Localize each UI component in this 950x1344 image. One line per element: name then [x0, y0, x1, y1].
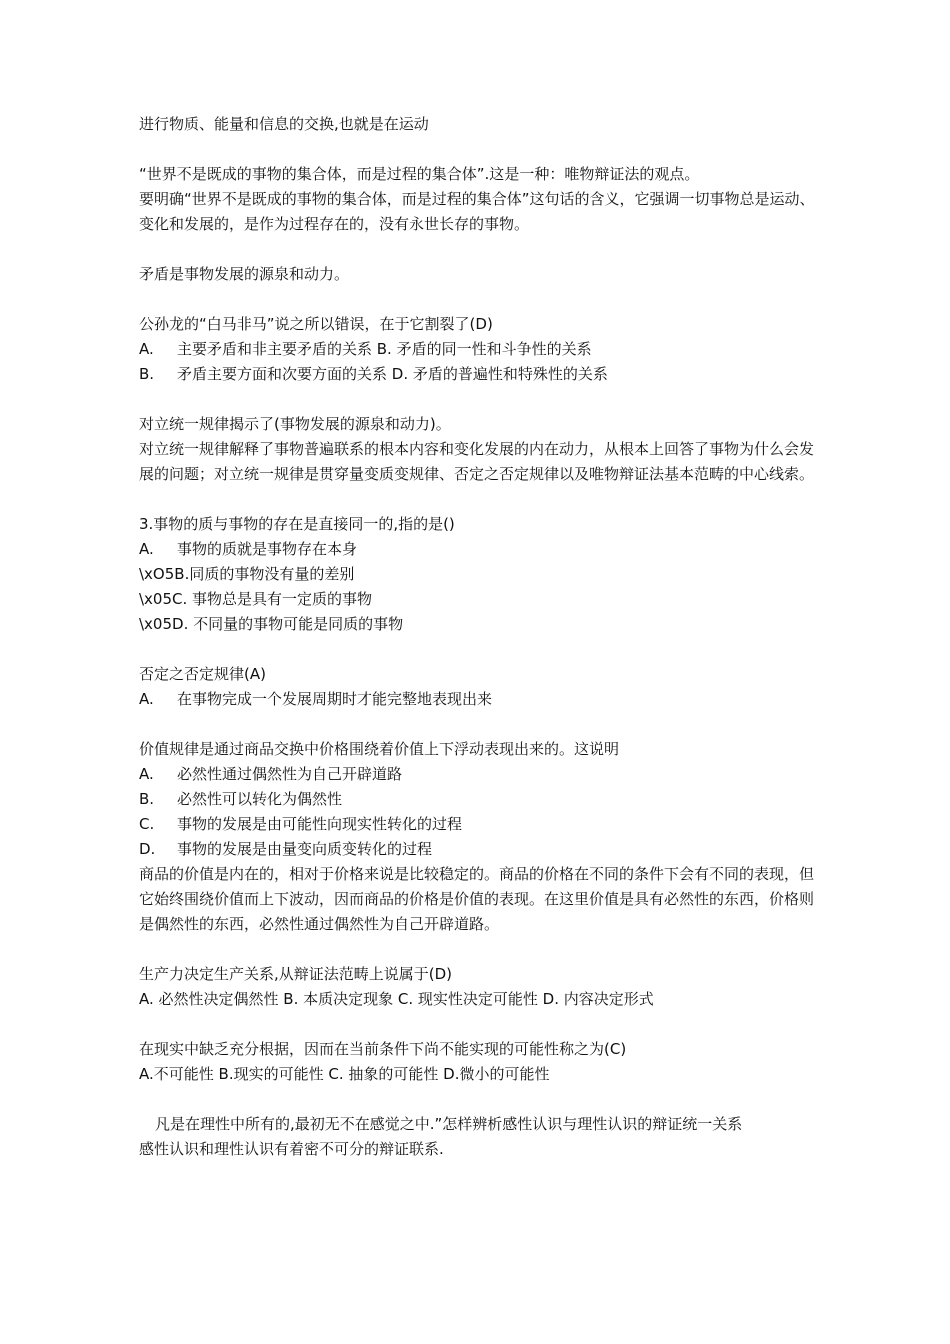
paragraph: 要明确“世界不是既成的事物的集合体，而是过程的集合体”这句话的含义，它强调一切事物总是运动、变化和发展的，是作为过程存在的，没有永世长存的事物。 — [139, 190, 815, 233]
option-text: 必然性可以转化为偶然性 — [177, 790, 343, 808]
option-text: 矛盾主要方面和次要方面的关系 D. 矛盾的普遍性和特殊性的关系 — [177, 365, 608, 383]
paragraph: “世界不是既成的事物的集合体，而是过程的集合体”.这是一种：唯物辩证法的观点。 — [139, 165, 700, 183]
option-line — [139, 362, 819, 387]
paragraph: 否定之否定规律(A) — [139, 665, 266, 683]
paragraph: 价值规律是通过商品交换中价格围绕着价值上下浮动表现出来的。这说明 — [139, 740, 620, 758]
paragraph: 商品的价值是内在的，相对于价格来说是比较稳定的。商品的价格在不同的条件下会有不同的表现，但它始终围绕价值而上下波动，因而商品的价格是价值的表现。在这里价值是具有必然性的东西，价格则是偶然性的东西，必然性通过偶然性为自己开辟道路。 — [139, 865, 815, 933]
paragraph: 在现实中缺乏充分根据，因而在当前条件下尚不能实现的可能性称之为(C) — [139, 1040, 627, 1058]
option-line — [139, 787, 819, 812]
option-line — [139, 812, 819, 837]
paragraph: \x05C. 事物总是具有一定质的事物 — [139, 590, 373, 608]
paragraph-gap — [139, 637, 819, 662]
paragraph: 矛盾是事物发展的源泉和动力。 — [139, 265, 350, 283]
paragraph: 感性认识和理性认识有着密不可分的辩证联系. — [139, 1140, 444, 1158]
option-label: A. — [139, 690, 154, 708]
paragraph-gap — [139, 1012, 819, 1037]
paragraph-gap — [139, 937, 819, 962]
paragraph: 生产力决定生产关系,从辩证法范畴上说属于(D) — [139, 965, 453, 983]
option-text: 事物的发展是由可能性向现实性转化的过程 — [177, 815, 463, 833]
option-text: 事物的发展是由量变向质变转化的过程 — [177, 840, 433, 858]
paragraph-gap — [139, 712, 819, 737]
paragraph: 公孙龙的“白马非马”说之所以错误，在于它割裂了(D) — [139, 315, 493, 333]
paragraph: 进行物质、能量和信息的交换,也就是在运动 — [139, 115, 429, 133]
option-label: A. — [139, 765, 154, 783]
paragraph: A. 必然性决定偶然性 B. 本质决定现象 C. 现实性决定可能性 D. 内容决定形式 — [139, 990, 654, 1008]
paragraph: A.不可能性 B.现实的可能性 C. 抽象的可能性 D.微小的可能性 — [139, 1065, 550, 1083]
paragraph: \xO5B.同质的事物没有量的差别 — [139, 565, 355, 583]
paragraph-gap — [139, 137, 819, 162]
option-label: A. — [139, 340, 154, 358]
paragraph-gap — [139, 487, 819, 512]
option-text: 必然性通过偶然性为自己开辟道路 — [177, 765, 403, 783]
option-label: D. — [139, 840, 156, 858]
option-label: B. — [139, 365, 155, 383]
paragraph: \x05D. 不同量的事物可能是同质的事物 — [139, 615, 404, 633]
option-line — [139, 537, 819, 562]
option-text: 事物的质就是事物存在本身 — [177, 540, 358, 558]
paragraph-gap — [139, 237, 819, 262]
option-text: 在事物完成一个发展周期时才能完整地表现出来 — [177, 690, 493, 708]
paragraph: 对立统一规律解释了事物普遍联系的根本内容和变化发展的内在动力，从根本上回答了事物为什么会发展的问题；对立统一规律是贯穿量变质变规律、否定之否定规律以及唯物辩证法基本范畴的中心线索。 — [139, 440, 815, 483]
paragraph-gap — [139, 387, 819, 412]
paragraph-gap — [139, 1087, 819, 1112]
option-label: B. — [139, 790, 155, 808]
option-text: 主要矛盾和非主要矛盾的关系 B. 矛盾的同一性和斗争性的关系 — [177, 340, 592, 358]
paragraph: 3.事物的质与事物的存在是直接同一的,指的是() — [139, 515, 455, 533]
option-label: C. — [139, 815, 155, 833]
option-label: A. — [139, 540, 154, 558]
document-body — [139, 112, 819, 1162]
paragraph-gap — [139, 287, 819, 312]
paragraph: 凡是在理性中所有的,最初无不在感觉之中.”怎样辨析感性认识与理性认识的辩证统一关系 — [155, 1115, 743, 1133]
option-line — [139, 837, 819, 862]
option-line — [139, 687, 819, 712]
option-line — [139, 762, 819, 787]
paragraph: 对立统一规律揭示了(事物发展的源泉和动力)。 — [139, 415, 451, 433]
option-line — [139, 337, 819, 362]
